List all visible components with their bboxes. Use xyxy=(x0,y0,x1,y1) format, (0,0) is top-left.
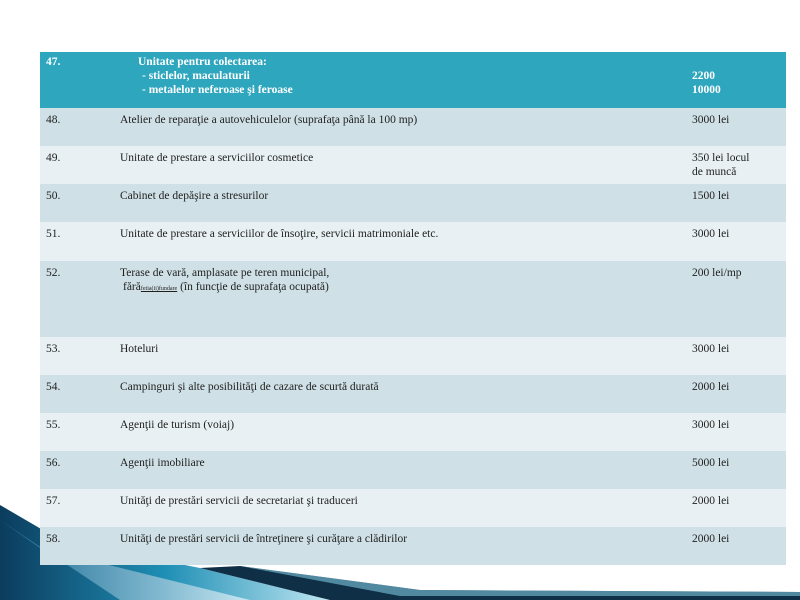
row-description: Agenţii imobiliare xyxy=(120,457,205,469)
row-description: Atelier de reparaţie a autovehiculelor (suprafaţa până la 100 mp) xyxy=(120,114,418,126)
row-value: 3000 lei xyxy=(692,419,730,431)
table-row xyxy=(40,489,786,527)
row-number: 55. xyxy=(46,419,61,431)
header-value: 2200 xyxy=(692,70,715,82)
header-value: 10000 xyxy=(692,84,721,96)
row-value: 3000 lei xyxy=(692,228,730,240)
row-number: 47. xyxy=(46,56,61,68)
header-sub-item: - metalelor neferoase şi feroase xyxy=(142,84,293,96)
row-description: Campinguri şi alte posibilităţi de cazare de scurtă durată xyxy=(120,381,379,393)
row-description xyxy=(112,52,686,108)
row-value: 2000 lei xyxy=(692,533,730,545)
row-description: Unităţi de prestări servicii de secretariat şi traduceri xyxy=(120,495,358,507)
row-number: 51. xyxy=(46,228,61,240)
row-value: 200 lei/mp xyxy=(692,267,742,279)
row-number: 56. xyxy=(46,457,61,469)
row-text-part: fără xyxy=(123,281,141,293)
table-row xyxy=(40,451,786,489)
table-row xyxy=(40,222,786,261)
table-header-row xyxy=(40,52,786,108)
table-row xyxy=(40,184,786,222)
row-number: 58. xyxy=(46,533,61,545)
row-number: 53. xyxy=(46,343,61,355)
table-row xyxy=(40,375,786,413)
table-row xyxy=(40,146,786,184)
table-row xyxy=(40,337,786,375)
row-description: Unităţi de prestări servicii de întreţinere şi curăţare a clădirilor xyxy=(120,533,408,545)
row-description-line: Terase de vară, amplasate pe teren municipal, xyxy=(120,267,330,279)
table-row xyxy=(40,261,786,337)
row-text-part: (în funcţie de suprafaţa ocupată) xyxy=(177,281,329,293)
row-value: 3000 lei xyxy=(692,343,730,355)
tax-rates-table xyxy=(40,52,786,565)
row-description-line xyxy=(120,280,680,296)
row-number: 52. xyxy=(46,267,61,279)
row-value xyxy=(686,52,786,108)
row-value-line: 350 lei locul xyxy=(692,152,750,164)
row-value: 1500 lei xyxy=(692,190,730,202)
row-text-tiny: fetia(ii)fundare xyxy=(140,286,178,292)
table-row xyxy=(40,108,786,146)
header-sub-item: - sticlelor, maculaturii xyxy=(142,70,250,82)
row-number: 49. xyxy=(46,152,61,164)
row-value: 2000 lei xyxy=(692,495,730,507)
row-value-line: de muncă xyxy=(692,166,737,178)
row-number: 54. xyxy=(46,381,61,393)
row-description: Unitate de prestare a serviciilor cosmetice xyxy=(120,152,314,164)
header-title: Unitate pentru colectarea: xyxy=(138,56,267,68)
row-description: Cabinet de depăşire a stresurilor xyxy=(120,190,269,202)
row-value xyxy=(686,146,786,184)
row-value: 5000 lei xyxy=(692,457,730,469)
row-description xyxy=(112,261,686,337)
row-number: 50. xyxy=(46,190,61,202)
row-description: Agenţii de turism (voiaj) xyxy=(120,419,235,431)
row-description: Unitate de prestare a serviciilor de însoţire, servicii matrimoniale etc. xyxy=(120,228,439,240)
row-description: Hoteluri xyxy=(120,343,159,355)
row-value: 2000 lei xyxy=(692,381,730,393)
table-row xyxy=(40,527,786,565)
row-number: 57. xyxy=(46,495,61,507)
table-row xyxy=(40,413,786,451)
row-number: 48. xyxy=(46,114,61,126)
row-value: 3000 lei xyxy=(692,114,730,126)
